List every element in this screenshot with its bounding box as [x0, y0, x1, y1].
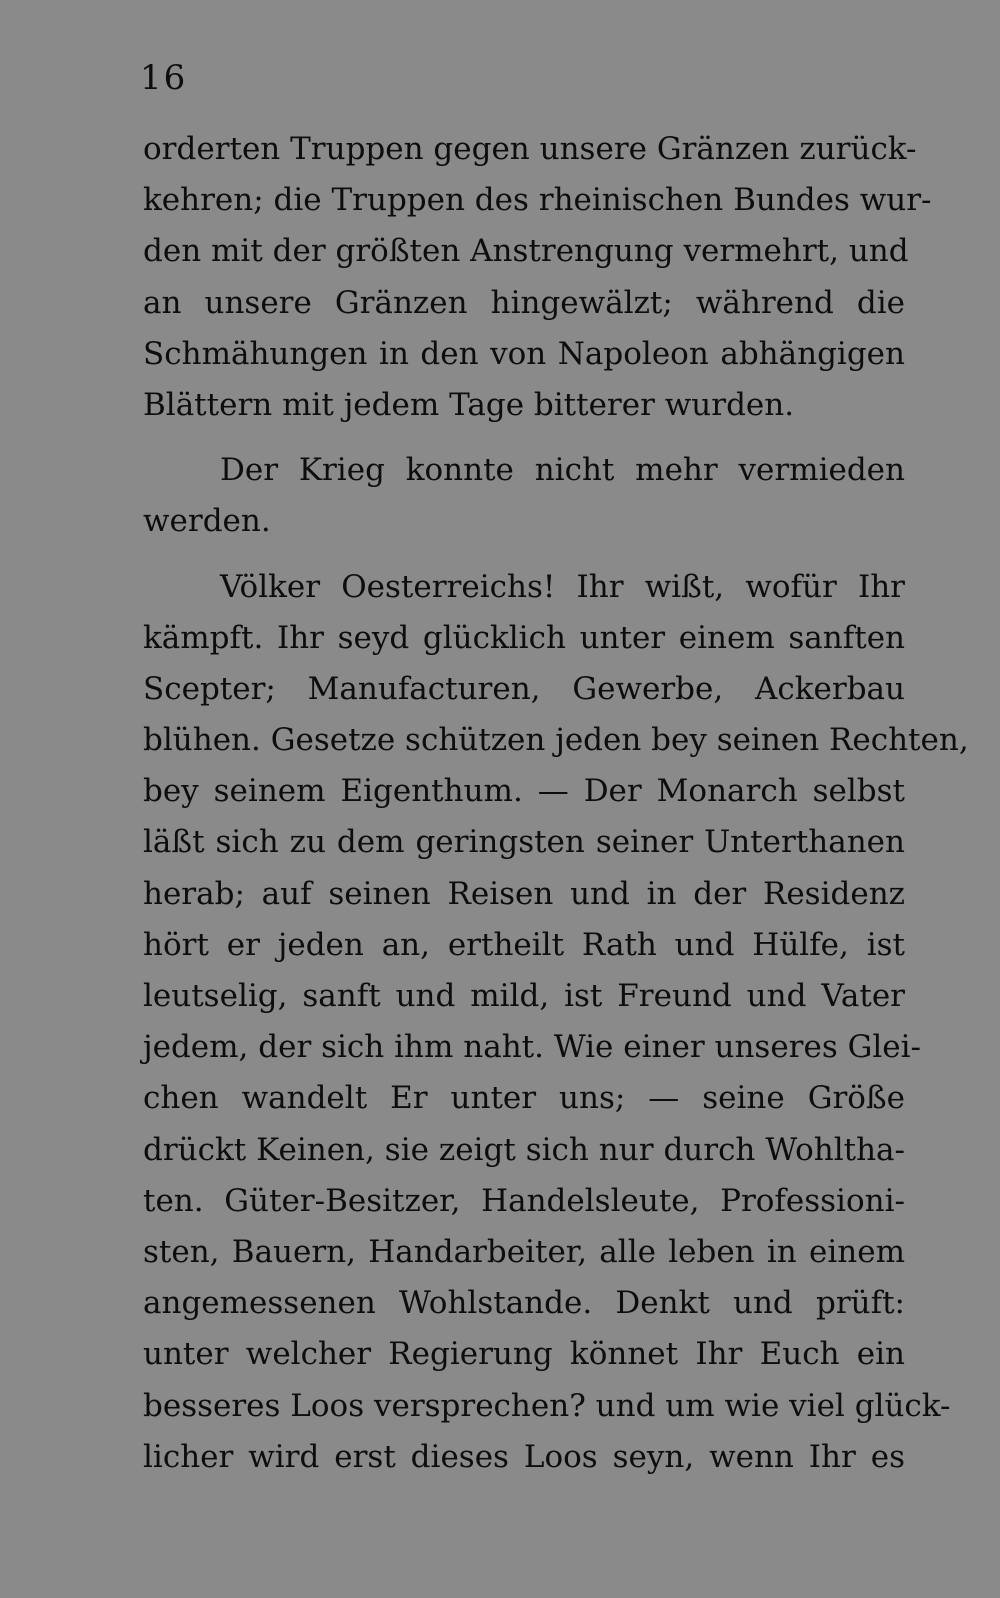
text-line: besseres Loos versprechen? und um wie viel glück-: [143, 1387, 951, 1424]
paragraph: [143, 562, 969, 1483]
text-line: läßt sich zu dem geringsten seiner Unterthanen: [143, 824, 905, 861]
text-line: hört er jeden an, ertheilt Rath und Hülfe, ist: [143, 926, 905, 963]
text-line: Blättern mit jedem Tage bitterer wurden.: [143, 386, 795, 423]
text-line: angemessenen Wohlstande. Denkt und prüft:: [143, 1285, 905, 1322]
text-line: chen wandelt Er unter uns; — seine Größe: [143, 1080, 905, 1117]
text-line: herab; auf seinen Reisen und in der Residenz: [143, 875, 905, 912]
text-line: kehren; die Truppen des rheinischen Bundes wur-: [143, 182, 932, 219]
text-line: werden.: [143, 503, 271, 540]
text-line: orderten Truppen gegen unsere Gränzen zurück-: [143, 131, 917, 167]
paragraph: [143, 124, 932, 431]
text-line: Scepter; Manufacturen, Gewerbe, Ackerbau: [143, 670, 905, 707]
paragraph: [143, 445, 905, 547]
text-line: blühen. Gesetze schützen jeden bey seinen Rechten,: [143, 722, 969, 759]
text-line: Schmähungen in den von Napoleon abhängigen: [143, 335, 905, 372]
text-line: bey seinem Eigenthum. — Der Monarch selbst: [143, 773, 905, 810]
text-line: leutselig, sanft und mild, ist Freund und Vater: [143, 978, 905, 1014]
body-text: [143, 124, 969, 1483]
text-line: ten. Güter-Besitzer, Handelsleute, Professioni-: [143, 1182, 905, 1219]
text-line: an unsere Gränzen hingewälzt; während die: [143, 284, 905, 321]
text-line: unter welcher Regierung könnet Ihr Euch ein: [143, 1336, 905, 1373]
text-line: Völker Oesterreichs! Ihr wißt, wofür Ihr: [220, 568, 905, 605]
text-line: drückt Keinen, sie zeigt sich nur durch Wohltha-: [143, 1131, 905, 1168]
text-line: licher wird erst dieses Loos seyn, wenn Ihr es: [143, 1438, 905, 1475]
page-number: 16: [140, 58, 188, 98]
text-line: jedem, der sich ihm naht. Wie einer unseres Glei-: [143, 1029, 922, 1066]
text-line: kämpft. Ihr seyd glücklich unter einem sanften: [143, 619, 905, 656]
text-line: Der Krieg konnte nicht mehr vermieden: [220, 452, 905, 489]
text-line: den mit der größten Anstrengung vermehrt, und: [143, 233, 909, 270]
text-line: sten, Bauern, Handarbeiter, alle leben in einem: [143, 1233, 905, 1270]
